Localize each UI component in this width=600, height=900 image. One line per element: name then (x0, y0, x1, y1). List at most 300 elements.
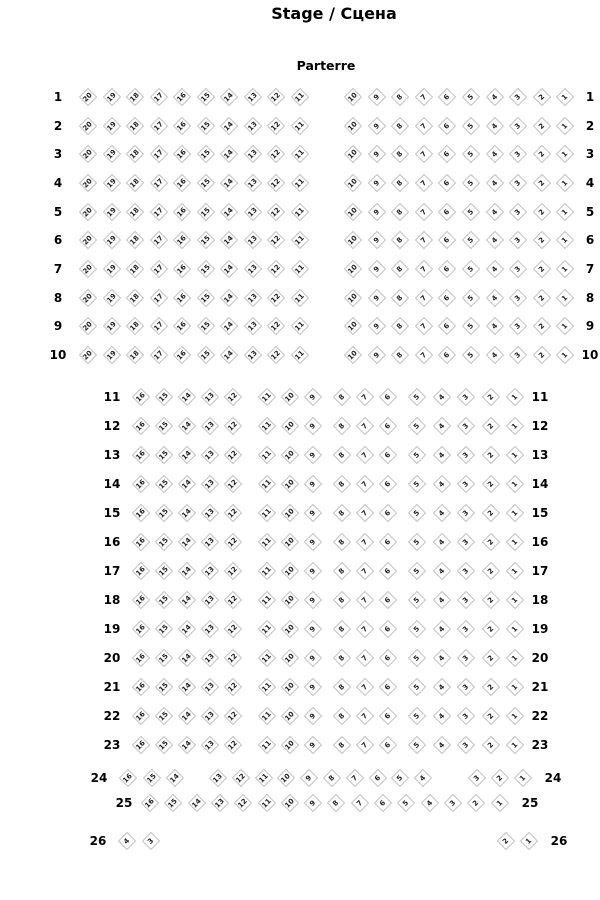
seat[interactable] (457, 736, 475, 754)
seat[interactable] (481, 388, 499, 406)
seat[interactable] (438, 145, 456, 163)
seat[interactable] (467, 794, 485, 812)
seat[interactable] (243, 231, 261, 249)
seat[interactable] (379, 504, 397, 522)
seat[interactable] (267, 174, 285, 192)
seat[interactable] (462, 202, 480, 220)
seat[interactable] (462, 317, 480, 335)
seat[interactable] (379, 736, 397, 754)
seat[interactable] (438, 202, 456, 220)
seat[interactable] (173, 231, 191, 249)
seat[interactable] (102, 145, 120, 163)
seat[interactable] (267, 260, 285, 278)
seat[interactable] (506, 475, 524, 493)
seat[interactable] (79, 317, 97, 335)
seat[interactable] (290, 317, 308, 335)
seat[interactable] (432, 620, 450, 638)
seat[interactable] (438, 260, 456, 278)
seat[interactable] (485, 231, 503, 249)
seat[interactable] (344, 260, 362, 278)
seat[interactable] (333, 504, 351, 522)
seat[interactable] (533, 88, 551, 106)
seat[interactable] (196, 145, 214, 163)
seat[interactable] (173, 260, 191, 278)
seat[interactable] (356, 388, 374, 406)
seat[interactable] (224, 649, 242, 667)
seat[interactable] (367, 346, 385, 364)
seat[interactable] (485, 116, 503, 134)
seat[interactable] (196, 317, 214, 335)
seat[interactable] (155, 504, 173, 522)
seat[interactable] (415, 260, 433, 278)
seat[interactable] (178, 678, 196, 696)
seat[interactable] (126, 202, 144, 220)
seat[interactable] (490, 794, 508, 812)
seat[interactable] (356, 736, 374, 754)
seat[interactable] (258, 446, 276, 464)
seat[interactable] (485, 346, 503, 364)
seat[interactable] (485, 174, 503, 192)
seat[interactable] (290, 231, 308, 249)
seat[interactable] (506, 649, 524, 667)
seat[interactable] (432, 562, 450, 580)
seat[interactable] (397, 794, 415, 812)
seat[interactable] (281, 736, 299, 754)
seat[interactable] (481, 678, 499, 696)
seat[interactable] (481, 533, 499, 551)
seat[interactable] (432, 533, 450, 551)
seat[interactable] (457, 591, 475, 609)
seat[interactable] (414, 769, 432, 787)
seat[interactable] (497, 832, 515, 850)
seat[interactable] (243, 346, 261, 364)
seat[interactable] (79, 231, 97, 249)
seat[interactable] (173, 116, 191, 134)
seat[interactable] (367, 116, 385, 134)
seat[interactable] (304, 707, 322, 725)
seat[interactable] (196, 174, 214, 192)
seat[interactable] (304, 504, 322, 522)
seat[interactable] (415, 231, 433, 249)
seat[interactable] (457, 475, 475, 493)
seat[interactable] (506, 707, 524, 725)
seat[interactable] (481, 446, 499, 464)
seat[interactable] (290, 88, 308, 106)
seat[interactable] (201, 591, 219, 609)
seat[interactable] (281, 649, 299, 667)
seat[interactable] (277, 769, 295, 787)
seat[interactable] (556, 145, 574, 163)
seat[interactable] (391, 346, 409, 364)
seat[interactable] (173, 145, 191, 163)
seat[interactable] (481, 475, 499, 493)
seat[interactable] (367, 174, 385, 192)
seat[interactable] (173, 88, 191, 106)
seat[interactable] (155, 736, 173, 754)
seat[interactable] (243, 288, 261, 306)
seat[interactable] (481, 417, 499, 435)
seat[interactable] (126, 288, 144, 306)
seat[interactable] (220, 346, 238, 364)
seat[interactable] (367, 202, 385, 220)
seat[interactable] (556, 174, 574, 192)
seat[interactable] (149, 260, 167, 278)
seat[interactable] (533, 202, 551, 220)
seat[interactable] (408, 475, 426, 493)
seat[interactable] (379, 707, 397, 725)
seat[interactable] (333, 678, 351, 696)
seat[interactable] (220, 202, 238, 220)
seat[interactable] (224, 533, 242, 551)
seat[interactable] (132, 620, 150, 638)
seat[interactable] (79, 288, 97, 306)
seat[interactable] (408, 707, 426, 725)
seat[interactable] (344, 231, 362, 249)
seat[interactable] (281, 504, 299, 522)
seat[interactable] (438, 346, 456, 364)
seat[interactable] (224, 417, 242, 435)
seat[interactable] (126, 231, 144, 249)
seat[interactable] (356, 446, 374, 464)
seat[interactable] (201, 736, 219, 754)
seat[interactable] (509, 288, 527, 306)
seat[interactable] (304, 388, 322, 406)
seat[interactable] (258, 504, 276, 522)
seat[interactable] (506, 533, 524, 551)
seat[interactable] (155, 707, 173, 725)
seat[interactable] (485, 288, 503, 306)
seat[interactable] (149, 288, 167, 306)
seat[interactable] (224, 620, 242, 638)
seat[interactable] (367, 88, 385, 106)
seat[interactable] (391, 288, 409, 306)
seat[interactable] (533, 260, 551, 278)
seat[interactable] (290, 174, 308, 192)
seat[interactable] (155, 446, 173, 464)
seat[interactable] (304, 794, 322, 812)
seat[interactable] (178, 388, 196, 406)
seat[interactable] (132, 591, 150, 609)
seat[interactable] (281, 417, 299, 435)
seat[interactable] (149, 317, 167, 335)
seat[interactable] (178, 475, 196, 493)
seat[interactable] (333, 707, 351, 725)
seat[interactable] (126, 174, 144, 192)
seat[interactable] (224, 388, 242, 406)
seat[interactable] (166, 769, 184, 787)
seat[interactable] (509, 346, 527, 364)
seat[interactable] (102, 288, 120, 306)
seat[interactable] (304, 533, 322, 551)
seat[interactable] (462, 231, 480, 249)
seat[interactable] (379, 446, 397, 464)
seat[interactable] (220, 288, 238, 306)
seat[interactable] (481, 504, 499, 522)
seat[interactable] (155, 562, 173, 580)
seat[interactable] (391, 231, 409, 249)
seat[interactable] (415, 346, 433, 364)
seat[interactable] (178, 736, 196, 754)
seat[interactable] (415, 88, 433, 106)
seat[interactable] (379, 388, 397, 406)
seat[interactable] (201, 707, 219, 725)
seat[interactable] (356, 533, 374, 551)
seat[interactable] (155, 678, 173, 696)
seat[interactable] (509, 260, 527, 278)
seat[interactable] (367, 317, 385, 335)
seat[interactable] (391, 116, 409, 134)
seat[interactable] (196, 231, 214, 249)
seat[interactable] (438, 231, 456, 249)
seat[interactable] (344, 317, 362, 335)
seat[interactable] (224, 707, 242, 725)
seat[interactable] (258, 591, 276, 609)
seat[interactable] (304, 591, 322, 609)
seat[interactable] (79, 346, 97, 364)
seat[interactable] (178, 591, 196, 609)
seat[interactable] (281, 591, 299, 609)
seat[interactable] (132, 678, 150, 696)
seat[interactable] (149, 231, 167, 249)
seat[interactable] (408, 736, 426, 754)
seat[interactable] (506, 562, 524, 580)
seat[interactable] (300, 769, 318, 787)
seat[interactable] (220, 88, 238, 106)
seat[interactable] (432, 388, 450, 406)
seat[interactable] (457, 649, 475, 667)
seat[interactable] (356, 707, 374, 725)
seat[interactable] (356, 504, 374, 522)
seat[interactable] (556, 88, 574, 106)
seat[interactable] (556, 260, 574, 278)
seat[interactable] (356, 475, 374, 493)
seat[interactable] (243, 145, 261, 163)
seat[interactable] (457, 620, 475, 638)
seat[interactable] (457, 533, 475, 551)
seat[interactable] (196, 288, 214, 306)
seat[interactable] (432, 736, 450, 754)
seat[interactable] (356, 649, 374, 667)
seat[interactable] (290, 116, 308, 134)
seat[interactable] (173, 317, 191, 335)
seat[interactable] (141, 794, 159, 812)
seat[interactable] (408, 446, 426, 464)
seat[interactable] (118, 832, 136, 850)
seat[interactable] (224, 504, 242, 522)
seat[interactable] (149, 202, 167, 220)
seat[interactable] (178, 649, 196, 667)
seat[interactable] (457, 707, 475, 725)
seat[interactable] (367, 260, 385, 278)
seat[interactable] (126, 88, 144, 106)
seat[interactable] (533, 174, 551, 192)
seat[interactable] (224, 591, 242, 609)
seat[interactable] (258, 417, 276, 435)
seat[interactable] (132, 388, 150, 406)
seat[interactable] (344, 202, 362, 220)
seat[interactable] (178, 533, 196, 551)
seat[interactable] (391, 88, 409, 106)
seat[interactable] (356, 620, 374, 638)
seat[interactable] (333, 736, 351, 754)
seat[interactable] (201, 475, 219, 493)
seat[interactable] (457, 562, 475, 580)
seat[interactable] (379, 678, 397, 696)
seat[interactable] (201, 388, 219, 406)
seat[interactable] (344, 116, 362, 134)
seat[interactable] (258, 707, 276, 725)
seat[interactable] (257, 794, 275, 812)
seat[interactable] (457, 417, 475, 435)
seat[interactable] (155, 388, 173, 406)
seat[interactable] (462, 145, 480, 163)
seat[interactable] (149, 346, 167, 364)
seat[interactable] (346, 769, 364, 787)
seat[interactable] (323, 769, 341, 787)
seat[interactable] (173, 202, 191, 220)
seat[interactable] (333, 475, 351, 493)
seat[interactable] (201, 649, 219, 667)
seat[interactable] (196, 202, 214, 220)
seat[interactable] (281, 533, 299, 551)
seat[interactable] (506, 388, 524, 406)
seat[interactable] (132, 649, 150, 667)
seat[interactable] (408, 591, 426, 609)
seat[interactable] (267, 346, 285, 364)
seat[interactable] (267, 317, 285, 335)
seat[interactable] (509, 145, 527, 163)
seat[interactable] (201, 446, 219, 464)
seat[interactable] (556, 202, 574, 220)
seat[interactable] (304, 446, 322, 464)
seat[interactable] (457, 678, 475, 696)
seat[interactable] (509, 88, 527, 106)
seat[interactable] (520, 832, 538, 850)
seat[interactable] (333, 446, 351, 464)
seat[interactable] (281, 562, 299, 580)
seat[interactable] (126, 317, 144, 335)
seat[interactable] (391, 769, 409, 787)
seat[interactable] (224, 446, 242, 464)
seat[interactable] (415, 288, 433, 306)
seat[interactable] (201, 417, 219, 435)
seat[interactable] (333, 620, 351, 638)
seat[interactable] (267, 88, 285, 106)
seat[interactable] (132, 475, 150, 493)
seat[interactable] (556, 288, 574, 306)
seat[interactable] (196, 116, 214, 134)
seat[interactable] (485, 260, 503, 278)
seat[interactable] (462, 174, 480, 192)
seat[interactable] (79, 260, 97, 278)
seat[interactable] (408, 533, 426, 551)
seat[interactable] (149, 88, 167, 106)
seat[interactable] (149, 116, 167, 134)
seat[interactable] (344, 346, 362, 364)
seat[interactable] (556, 116, 574, 134)
seat[interactable] (438, 174, 456, 192)
seat[interactable] (178, 446, 196, 464)
seat[interactable] (290, 145, 308, 163)
seat[interactable] (281, 475, 299, 493)
seat[interactable] (79, 88, 97, 106)
seat[interactable] (224, 678, 242, 696)
seat[interactable] (224, 736, 242, 754)
seat[interactable] (506, 620, 524, 638)
seat[interactable] (506, 678, 524, 696)
seat[interactable] (155, 533, 173, 551)
seat[interactable] (367, 231, 385, 249)
seat[interactable] (333, 388, 351, 406)
seat[interactable] (79, 116, 97, 134)
seat[interactable] (379, 591, 397, 609)
seat[interactable] (379, 475, 397, 493)
seat[interactable] (457, 446, 475, 464)
seat[interactable] (173, 174, 191, 192)
seat[interactable] (481, 562, 499, 580)
seat[interactable] (149, 174, 167, 192)
seat[interactable] (304, 678, 322, 696)
seat[interactable] (457, 504, 475, 522)
seat[interactable] (164, 794, 182, 812)
seat[interactable] (126, 260, 144, 278)
seat[interactable] (258, 678, 276, 696)
seat[interactable] (102, 116, 120, 134)
seat[interactable] (173, 346, 191, 364)
seat[interactable] (391, 317, 409, 335)
seat[interactable] (444, 794, 462, 812)
seat[interactable] (367, 288, 385, 306)
seat[interactable] (281, 446, 299, 464)
seat[interactable] (333, 562, 351, 580)
seat[interactable] (415, 174, 433, 192)
seat[interactable] (432, 707, 450, 725)
seat[interactable] (344, 288, 362, 306)
seat[interactable] (220, 317, 238, 335)
seat[interactable] (178, 417, 196, 435)
seat[interactable] (132, 707, 150, 725)
seat[interactable] (462, 88, 480, 106)
seat[interactable] (368, 769, 386, 787)
seat[interactable] (254, 769, 272, 787)
seat[interactable] (119, 769, 137, 787)
seat[interactable] (220, 231, 238, 249)
seat[interactable] (485, 88, 503, 106)
seat[interactable] (224, 475, 242, 493)
seat[interactable] (126, 145, 144, 163)
seat[interactable] (304, 649, 322, 667)
seat[interactable] (201, 678, 219, 696)
seat[interactable] (234, 794, 252, 812)
seat[interactable] (267, 231, 285, 249)
seat[interactable] (506, 504, 524, 522)
seat[interactable] (258, 388, 276, 406)
seat[interactable] (142, 832, 160, 850)
seat[interactable] (344, 145, 362, 163)
seat[interactable] (209, 769, 227, 787)
seat[interactable] (258, 562, 276, 580)
seat[interactable] (408, 649, 426, 667)
seat[interactable] (102, 202, 120, 220)
seat[interactable] (509, 202, 527, 220)
seat[interactable] (438, 88, 456, 106)
seat[interactable] (102, 231, 120, 249)
seat[interactable] (258, 620, 276, 638)
seat[interactable] (220, 145, 238, 163)
seat[interactable] (201, 562, 219, 580)
seat[interactable] (432, 504, 450, 522)
seat[interactable] (126, 116, 144, 134)
